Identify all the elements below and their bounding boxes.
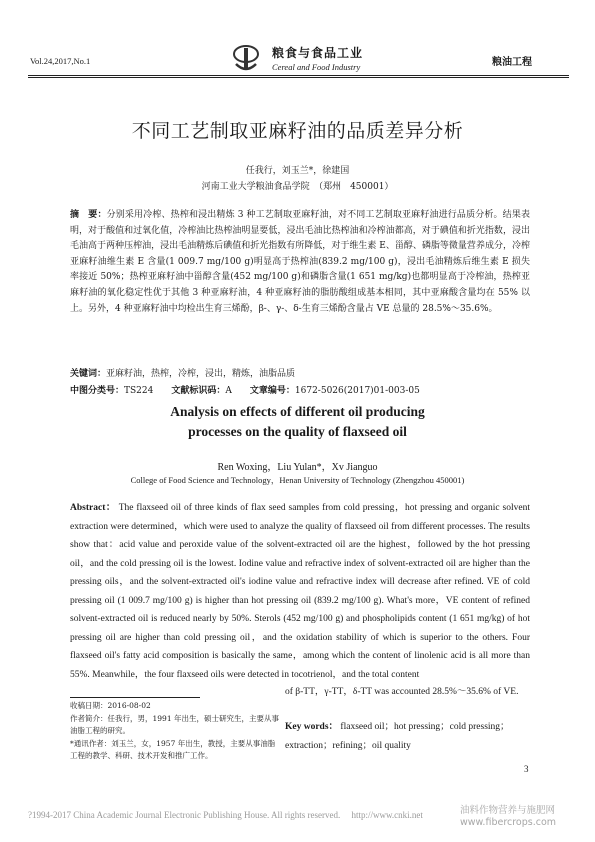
doc-code-label: 文献标识码：	[171, 386, 226, 396]
footnote-author-intro: 作者简介：任我行，男，1991 年出生，硕士研究生，主要从事油脂工程的研究。	[70, 713, 279, 735]
paper-title-en-line1: Analysis on effects of different oil producing	[170, 404, 425, 419]
abstract-en-text: The flaxseed oil of three kinds of flax seed samples from cold pressing，hot pressing and organic solvent extraction were determined，which were used to analyze the quality of flaxseed oil from different processes. The results show that：acid value and peroxide value of the solvent-extracted oil are the highest，followed by the hot pressing oil，and the cold pressing oil is the lowest. Iodine value and refractive index of solvent-extracted oil are higher than the pressing oils，and the solvent-extracted oil's iodine value and refractive index will decrease after refined. VE of cold pressing oil (1 009.7 mg/100 g) is higher than hot pressing oil (839.2 mg/100 g). What's more，VE content of refined solvent-extracted oil is reduced nearly by 50%. Sterols (452 mg/100 g) and phospholipids content (1 651 mg/kg) of hot pressing oil are higher than cold pressing oil，and the oxidation stability of which is superior to the others. Four flaxseed oil's fatty acid composition is basically the same，among which the content of linolenic acid is all more than 55%. Meanwhile，the four flaxseed oils were detected in tocotrienol，and the total content	[70, 503, 530, 680]
copyright-line: ?1994-2017 China Academic Journal Electronic Publishing House. All rights reserved. http://www.cnki.net	[28, 810, 423, 820]
paper-title-en	[0, 402, 595, 442]
authors-en: Ren Woxing，Liu Yulan*，Xv Jianguo	[217, 462, 378, 473]
authors-cn: 任我行，刘玉兰*，徐建国	[245, 166, 350, 176]
paper-title-cn: 不同工艺制取亚麻籽油的品质差异分析	[131, 120, 464, 142]
keywords-cn-text: 亚麻籽油，热榨，冷榨，浸出，精炼，油脂品质	[106, 369, 296, 379]
footnotes	[70, 700, 282, 763]
abstract-cn	[70, 208, 530, 317]
affiliation-cn: 河南工业大学粮油食品学院 （郑州 450001）	[201, 182, 394, 192]
watermark-cn: 油料作物营养与施肥网	[460, 805, 556, 816]
volume-info: Vol.24,2017,No.1	[30, 56, 91, 66]
watermark	[460, 805, 590, 829]
footnote-corresponding: *通讯作者：刘玉兰，女，1957 年出生，教授，主要从事油脂工程的教学、科研、技术开发和推广工作。	[70, 738, 276, 760]
abstract-en	[70, 499, 530, 684]
abstract-cn-text: 分别采用冷榨、热榨和浸出精炼 3 种工艺制取亚麻籽油，对不同工艺制取亚麻籽油进行品质分析。结果表明，对于酸值和过氧化值，冷榨油比热榨油明显要低，浸出毛油比热榨油和冷榨油都高，对于碘值和折光指数，浸出毛油高于两种压榨油，浸出毛油精炼后碘值和折光指数有所降低，对于维生素 E、甾醇、磷脂等微量营养成分，冷榨亚麻籽油维生素 E 含量(1 009.7 mg/100 g)明显高于热榨油(839.2 mg/100 g)，浸出毛油精炼后维生素 E 损失率接近 50%；热榨亚麻籽油中甾醇含量(452 mg/100 g)和磷脂含量(1 651 mg/kg)也都明显高于冷榨油，热榨亚麻籽油的氧化稳定性优于其他 3 种亚麻籽油，4 种亚麻籽油的脂肪酸组成基本相同，其中亚麻酸含量均在 55% 以上。另外，4 种亚麻籽油中均检出生育三烯酚，β-、γ-、δ-生育三烯酚含量占 VE 总量的 28.5%～35.6%。	[70, 210, 530, 314]
article-no-label: 文章编号：	[249, 386, 295, 396]
section-label: 粮油工程	[492, 57, 532, 68]
clc-label: 中图分类号：	[70, 386, 125, 396]
abstract-cn-label: 摘 要：	[70, 210, 107, 220]
header-rule	[28, 77, 569, 78]
header-rule	[28, 75, 569, 76]
footnote-received: 收稿日期：2016-08-02	[70, 701, 151, 710]
watermark-url: www.fibercrops.com	[460, 817, 557, 828]
article-no-value: 1672-5026(2017)01-003-05	[294, 386, 420, 396]
journal-title-en: Cereal and Food Industry	[272, 62, 361, 72]
abstract-en-label: Abstract：	[70, 503, 116, 513]
classification-info	[70, 383, 540, 396]
keywords-en	[285, 718, 530, 755]
journal-logo-icon	[232, 44, 260, 74]
keywords-cn-label: 关键词：	[70, 369, 107, 379]
doc-code-value: A	[225, 386, 232, 396]
affiliation-en: College of Food Science and Technology，Henan University of Technology (Zhengzhou 450001)	[130, 475, 465, 485]
clc-value: TS224	[124, 386, 154, 396]
abstract-en-tail: of β-TT，γ-TT，δ-TT was accounted 28.5%～35.6% of VE.	[285, 687, 519, 697]
page-number: 3	[524, 764, 529, 774]
keywords-cn	[70, 366, 530, 379]
keywords-en-text: flaxseed oil；hot pressing；cold pressing；extraction；refining；oil quality	[285, 722, 510, 751]
keywords-en-label: Key words：	[285, 722, 339, 732]
journal-title-cn: 粮食与食品工业	[272, 46, 364, 60]
footnote-rule	[70, 697, 200, 698]
paper-title-en-line2: processes on the quality of flaxseed oil	[188, 424, 407, 439]
